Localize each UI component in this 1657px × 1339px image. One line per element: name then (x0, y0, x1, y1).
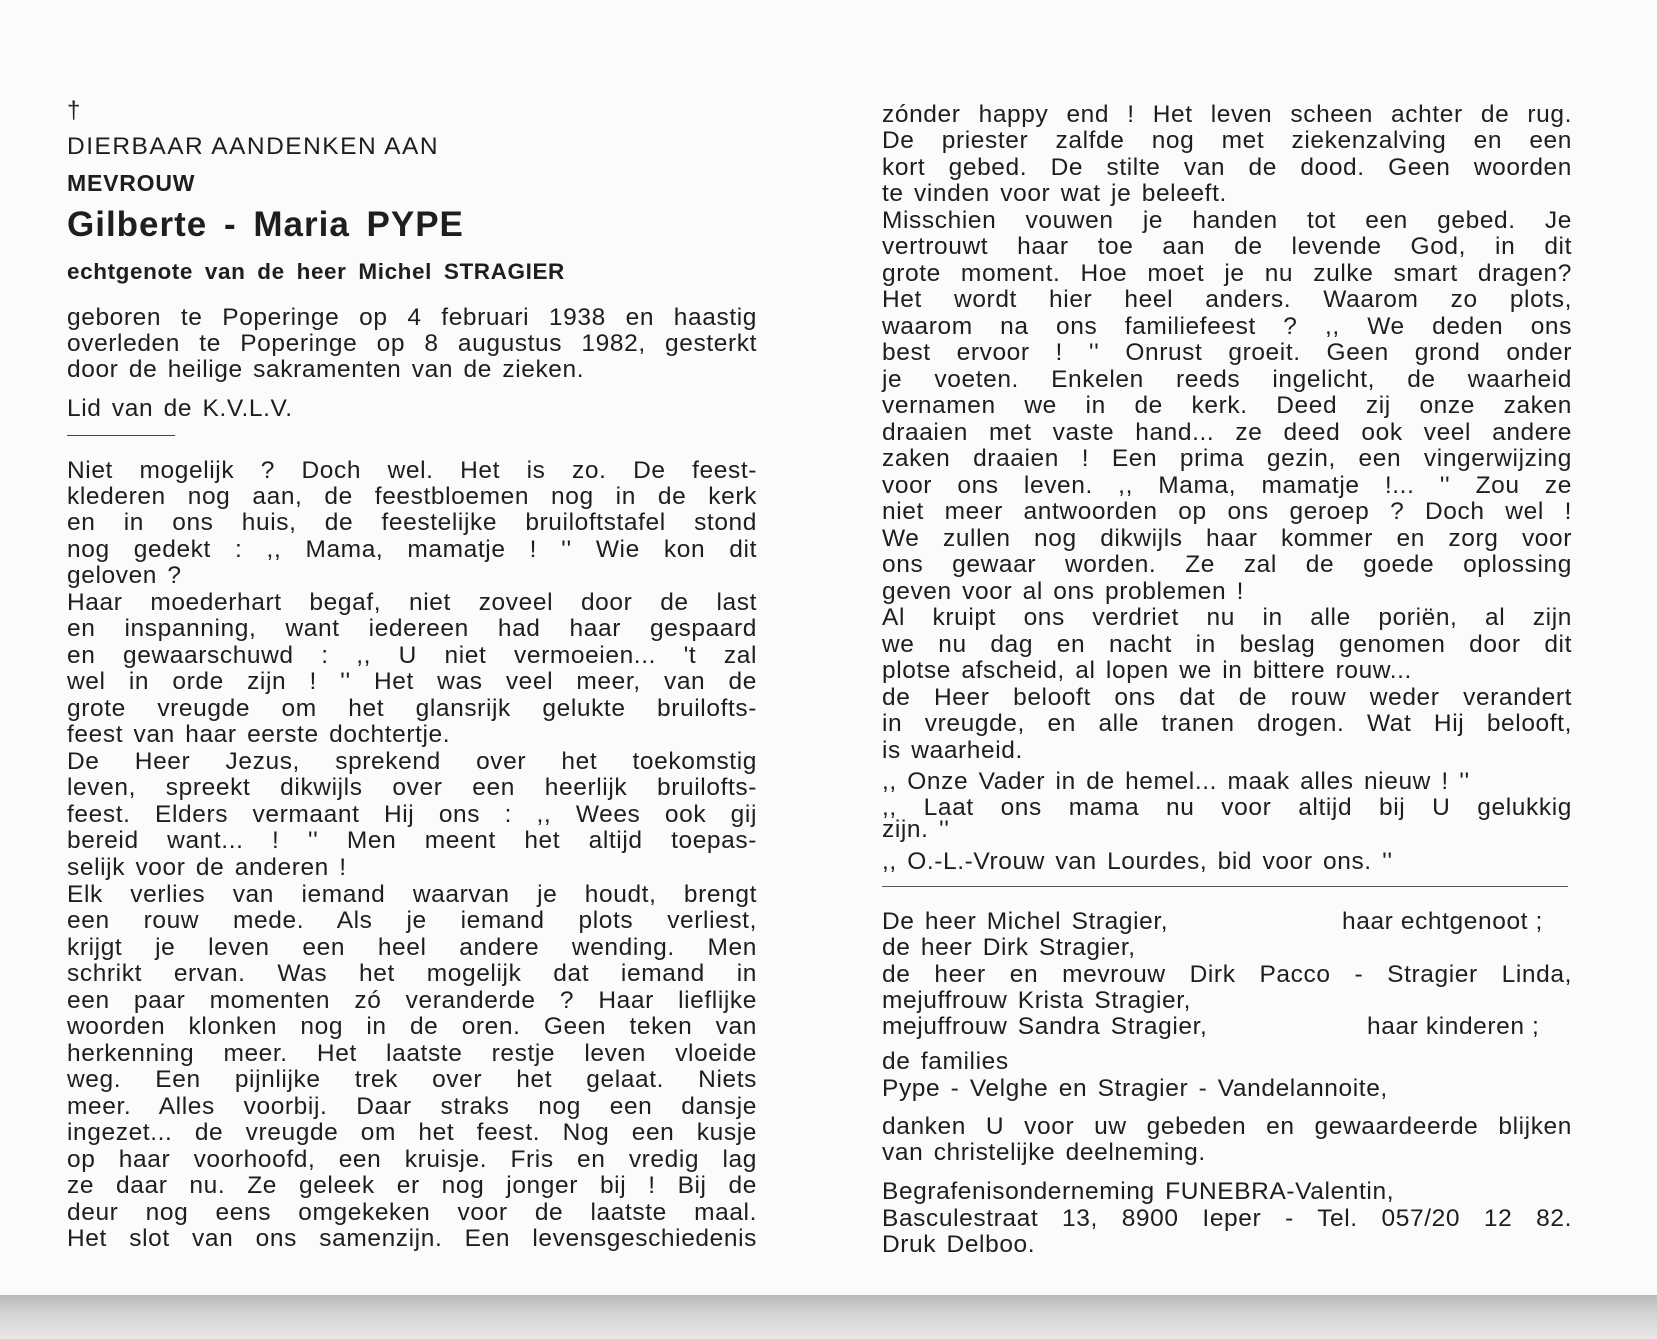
text-line: Elk verlies van iemand waarvan je houdt, brengt (67, 881, 757, 908)
family-children-role: haar kinderen ; (1367, 1013, 1540, 1040)
text-line: herkenning meer. Het laatste restje leven vloeide (67, 1040, 757, 1067)
text-line: kort gebed. De stilte van de dood. Geen woorden (882, 154, 1572, 181)
divider (67, 435, 175, 436)
thanks-line: danken U voor uw gebeden en gewaardeerde blijken (882, 1113, 1572, 1140)
text-line: ons gewaar worden. Ze zal de goede oplossing (882, 551, 1572, 578)
text-line: schrikt ervan. Was het mogelijk dat iemand in (67, 960, 757, 987)
text-line: feest. Elders vermaant Hij ons : ,, Wees ook gij (67, 801, 757, 828)
text-line: vertrouwt haar toe aan de levende God, in dit (882, 233, 1572, 260)
funeral-address: Basculestraat 13, 8900 Ieper - Tel. 057/20 12 82. (882, 1205, 1572, 1232)
text-line: Al kruipt ons verdriet nu in alle poriën, al zijn (882, 604, 1572, 631)
text-line: bereid want... ! '' Men meent het altijd toepas- (67, 827, 757, 854)
family-member: mejuffrouw Krista Stragier, (882, 987, 1192, 1014)
prayer-line: zijn. '' (882, 816, 950, 843)
card-title: DIERBAAR AANDENKEN AAN (67, 133, 440, 160)
text-line: Misschien vouwen je handen tot een gebed. Je (882, 207, 1572, 234)
text-line: ingezet... de vreugde om het feest. Nog een kusje (67, 1119, 757, 1146)
text-line: op haar voorhoofd, een kruisje. Fris en vredig lag (67, 1146, 757, 1173)
family-member: de heer en mevrouw Dirk Pacco - Stragier Linda, (882, 961, 1572, 988)
text-line: meer. Alles voorbij. Daar straks nog een dansje (67, 1093, 757, 1120)
scan-shadow (0, 1295, 1657, 1339)
text-line: Het wordt hier heel anders. Waarom zo plots, (882, 286, 1572, 313)
text-line: grote moment. Hoe moet je nu zulke smart dragen? (882, 260, 1572, 287)
text-line: feest van haar eerste dochtertje. (67, 721, 451, 748)
prayer-line: ,, O.-L.-Vrouw van Lourdes, bid voor ons. '' (882, 848, 1393, 875)
text-line: krijgt je leven een heel andere wending. Men (67, 934, 757, 961)
text-line: De Heer Jezus, sprekend over het toekomstig (67, 748, 757, 775)
text-line: nog gedekt : ,, Mama, mamatje ! '' Wie kon dit (67, 536, 757, 563)
text-line: best ervoor ! '' Onrust groeit. Geen grond onder (882, 339, 1572, 366)
thanks-line: van christelijke deelneming. (882, 1139, 1206, 1166)
text-line: je voeten. Enkelen reeds ingelicht, de waarheid (882, 366, 1572, 393)
text-line: we nu dag en nacht in beslag genomen door dit (882, 631, 1572, 658)
text-line: zónder happy end ! Het leven scheen achter de rug. (882, 101, 1572, 128)
prayer-line: ,, Onze Vader in de hemel... maak alles nieuw ! '' (882, 768, 1470, 795)
text-line: woorden klonken nog in de oren. Geen teken van (67, 1013, 757, 1040)
membership: Lid van de K.V.L.V. (67, 395, 293, 422)
text-line: leven, spreekt dikwijls over een heerlijk bruilofts- (67, 774, 757, 801)
text-line: waarom na ons familiefeest ? ,, We deden ons (882, 313, 1572, 340)
text-line: te vinden voor wat je beleeft. (882, 180, 1227, 207)
family-husband-role: haar echtgenoot ; (1342, 908, 1543, 935)
text-line: draaien met vaste hand... ze deed ook veel andere (882, 419, 1572, 446)
text-line: We zullen nog dikwijls haar kommer en zorg voor (882, 525, 1572, 552)
text-line: de Heer belooft ons dat de rouw weder verandert (882, 684, 1572, 711)
text-line: plotse afscheid, al lopen we in bittere rouw... (882, 657, 1412, 684)
family-member: mejuffrouw Sandra Stragier, (882, 1013, 1208, 1040)
text-line: niet meer antwoorden op ons geroep ? Doch wel ! (882, 498, 1572, 525)
text-line: selijk voor de anderen ! (67, 854, 347, 881)
text-line: voor ons leven. ,, Mama, mamatje !... '' Zou ze (882, 472, 1572, 499)
salutation: MEVROUW (67, 170, 196, 196)
text-line: Haar moederhart begaf, niet zoveel door de last (67, 589, 757, 616)
funeral-home: Begrafenisonderneming FUNEBRA-Valentin, (882, 1178, 1395, 1205)
text-line: Het slot van ons samenzijn. Een levensgeschiedenis (67, 1225, 757, 1252)
families-names: Pype - Velghe en Stragier - Vandelannoite, (882, 1075, 1388, 1102)
cross-icon: † (67, 97, 81, 124)
families-label: de families (882, 1048, 1009, 1075)
text-line: zaken draaien ! Een prima gezin, een vingerwijzing (882, 445, 1572, 472)
text-line: in vreugde, en alle tranen drogen. Wat Hij belooft, (882, 710, 1572, 737)
text-line: een rouw mede. Als je iemand plots verliest, (67, 907, 757, 934)
divider (882, 886, 1568, 887)
text-line: geven voor al ons problemen ! (882, 578, 1244, 605)
family-member: de heer Dirk Stragier, (882, 934, 1136, 961)
family-husband: De heer Michel Stragier, (882, 908, 1169, 935)
text-line: vernamen we in de kerk. Deed zij onze zaken (882, 392, 1572, 419)
text-line: geloven ? (67, 562, 182, 589)
text-line: is waarheid. (882, 737, 1023, 764)
text-line: wel in orde zijn ! '' Het was veel meer, van de (67, 668, 757, 695)
text-line: weg. Een pijnlijke trek over het gelaat. Niets (67, 1066, 757, 1093)
text-line: en in ons huis, de feestelijke bruiloftstafel stond (67, 509, 757, 536)
text-line: een paar momenten zó veranderde ? Haar lieflijke (67, 987, 757, 1014)
deceased-name: Gilberte - Maria PYPE (67, 205, 464, 244)
printer: Druk Delboo. (882, 1231, 1036, 1258)
text-line: grote vreugde om het glansrijk gelukte bruilofts- (67, 695, 757, 722)
text-line: ze daar nu. Ze geleek er nog jonger bij ! Bij de (67, 1172, 757, 1199)
spouse-line: echtgenote van de heer Michel STRAGIER (67, 259, 565, 284)
bio-line: door de heilige sakramenten van de zieken. (67, 356, 585, 383)
text-line: De priester zalfde nog met ziekenzalving en een (882, 127, 1572, 154)
text-line: klederen nog aan, de feestbloemen nog in de kerk (67, 483, 757, 510)
text-line: en inspanning, want iedereen had haar gespaard (67, 615, 757, 642)
bio-line: overleden te Poperinge op 8 augustus 1982, gesterkt (67, 330, 757, 357)
prayer-line: ,, Laat ons mama nu voor altijd bij U gelukkig (882, 794, 1572, 821)
text-line: deur nog eens omgekeken voor de laatste maal. (67, 1199, 757, 1226)
text-line: Niet mogelijk ? Doch wel. Het is zo. De feest- (67, 457, 757, 484)
bio-line: geboren te Poperinge op 4 februari 1938 en haastig (67, 304, 757, 331)
text-line: en gewaarschuwd : ,, U niet vermoeien... 't zal (67, 642, 757, 669)
